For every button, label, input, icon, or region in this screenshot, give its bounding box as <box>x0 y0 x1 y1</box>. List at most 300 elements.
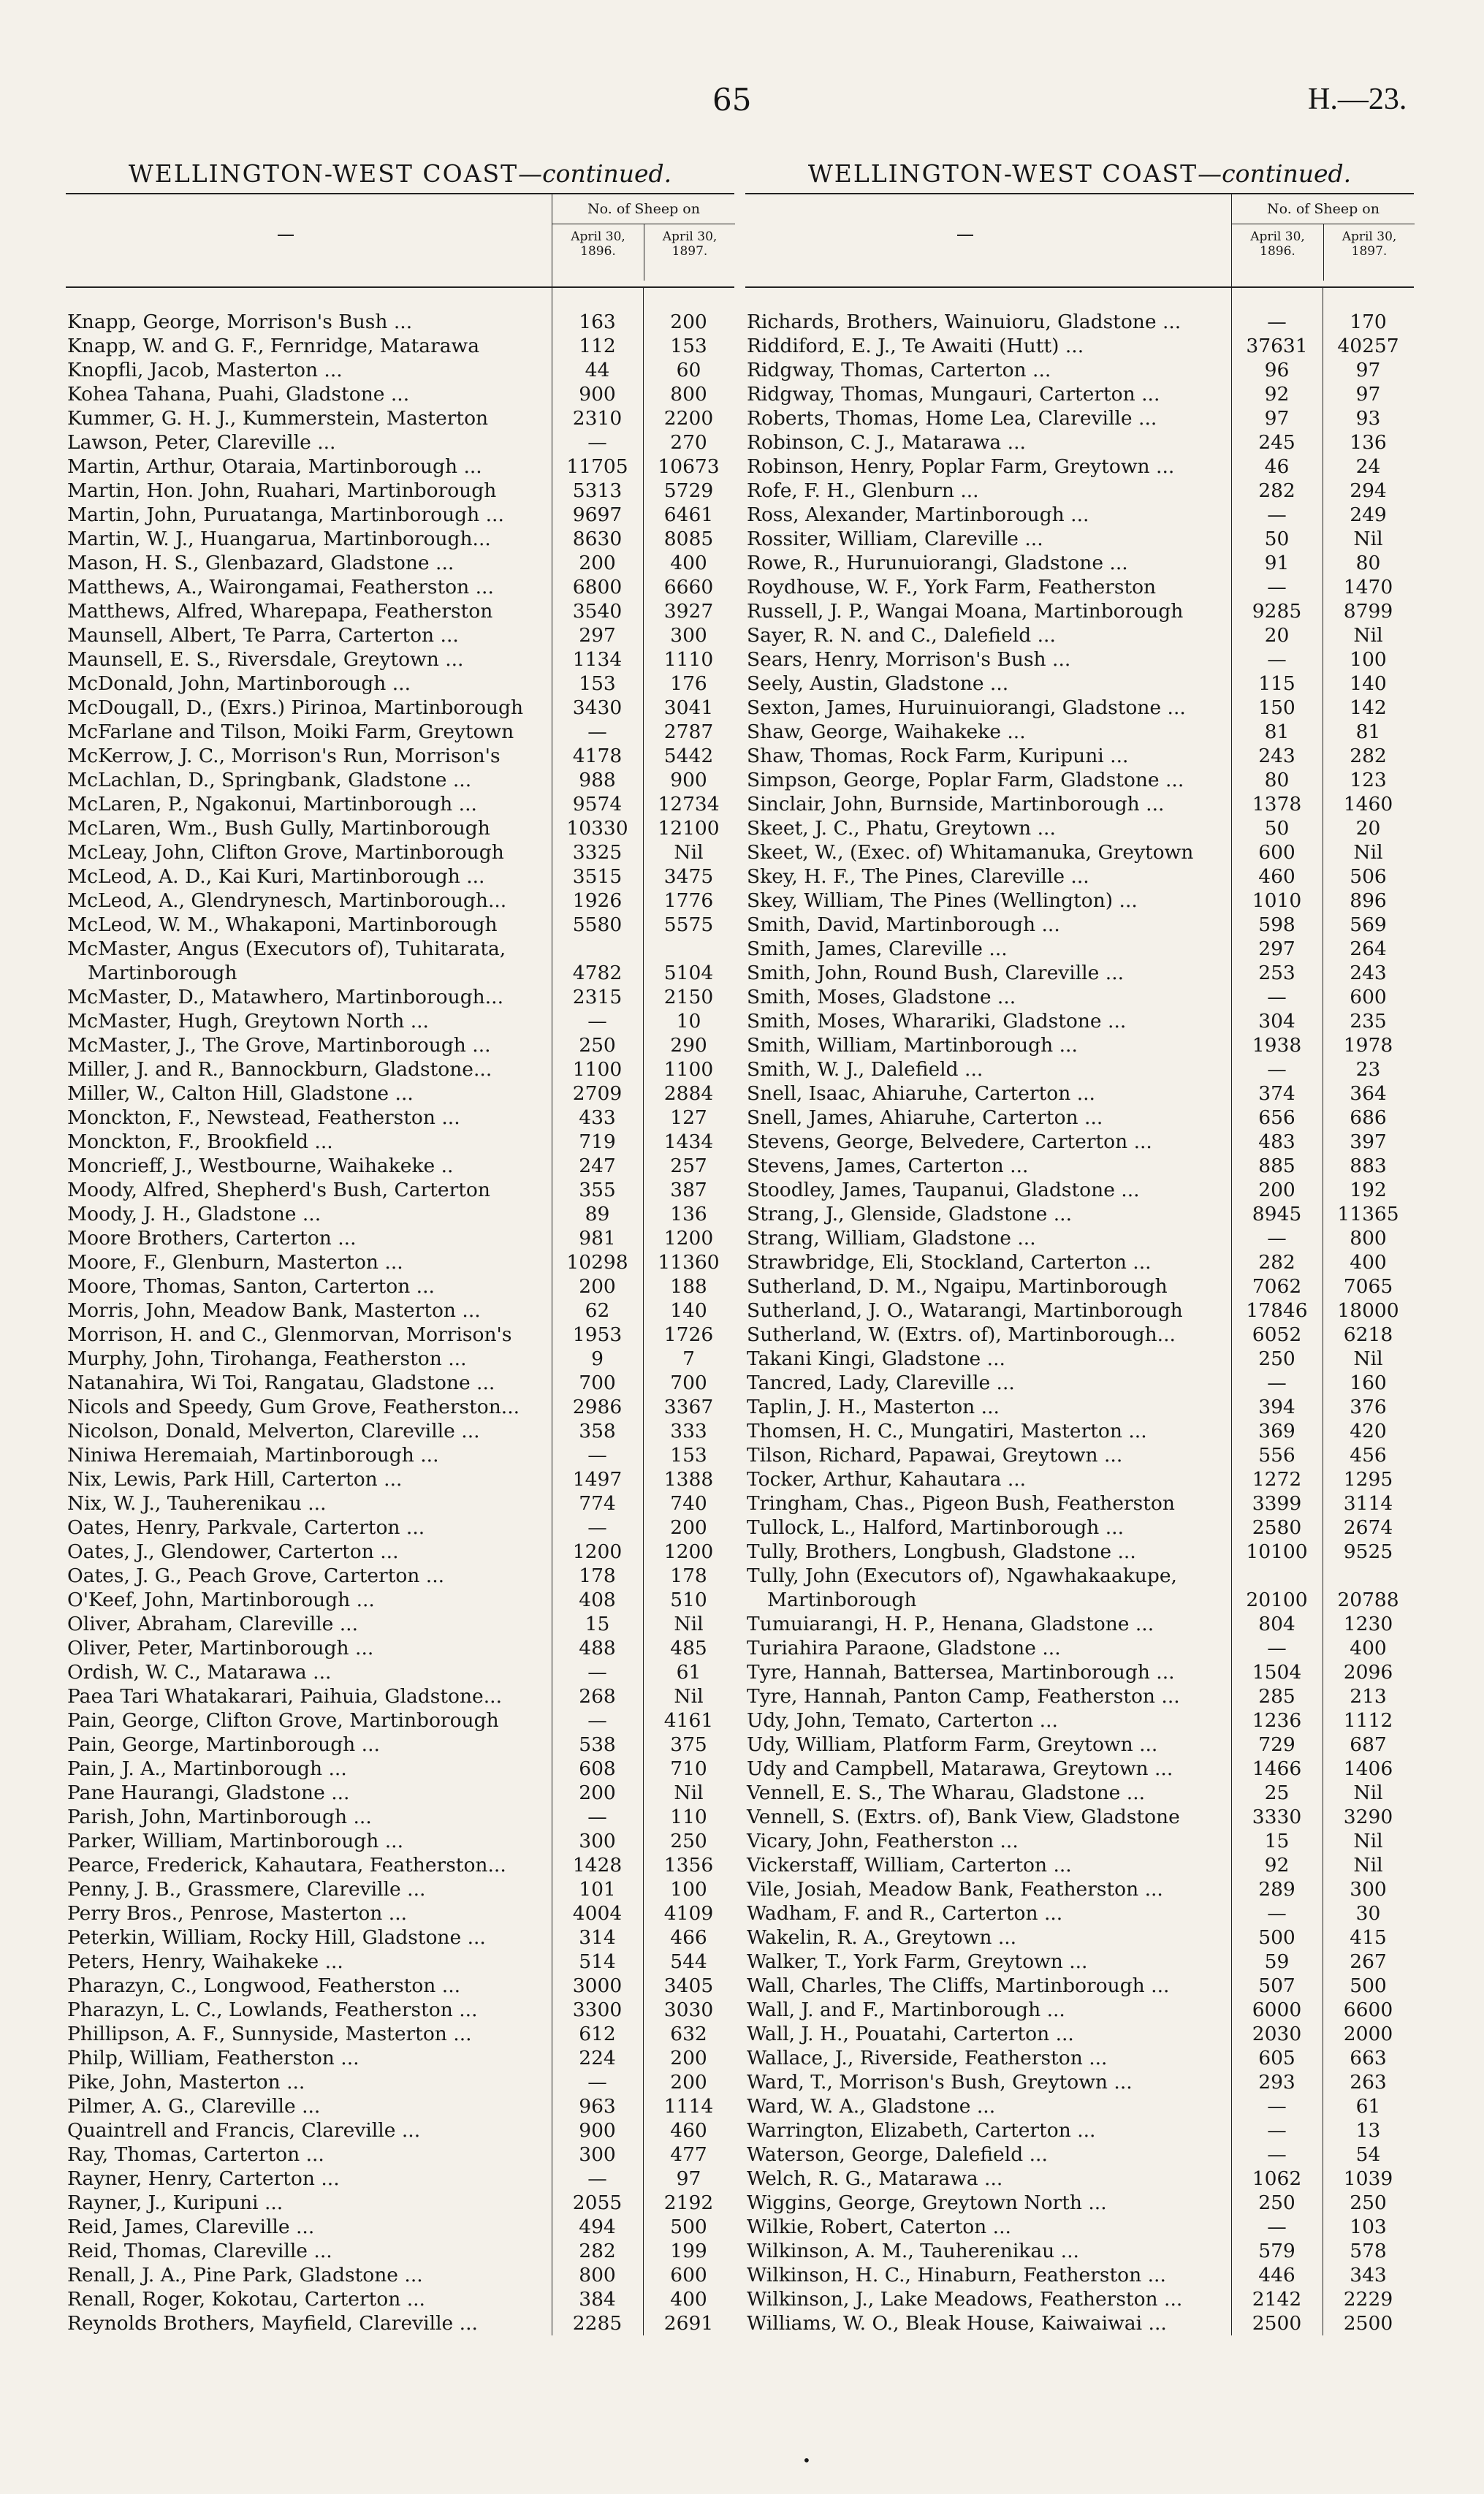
sheep-1896-cell: 2310 <box>572 407 623 430</box>
owner-name-text: Kummer, G. H. J., Kummerstein, Masterton <box>67 407 489 430</box>
owner-name-text: Nicols and Speedy, Gum Grove, Featherston... <box>67 1396 520 1418</box>
sheep-1897-cell: 300 <box>670 624 707 647</box>
table-row <box>66 1998 734 2022</box>
owner-name-text: Pain, George, Clifton Grove, Martinborough <box>67 1709 499 1732</box>
sheep-1896-cell: 1504 <box>1252 1661 1302 1684</box>
owner-name <box>66 792 552 816</box>
sheep-1897-cell: 2500 <box>1343 2312 1393 2335</box>
owner-name <box>745 961 1231 985</box>
sheep-1897-cell: 2691 <box>663 2312 714 2335</box>
owner-name-text: Martin, W. J., Huangarua, Martinborough... <box>67 528 491 550</box>
owner-name-text: Quaintrell and Francis, Clareville ... <box>67 2119 421 2142</box>
owner-name-text: McDonald, John, Martinborough ... <box>67 672 411 695</box>
table-row <box>745 2094 1414 2118</box>
owner-name-text: Riddiford, E. J., Te Awaiti (Hutt) ... <box>747 335 1084 357</box>
sheep-1896-cell: 282 <box>579 2240 616 2262</box>
table-row <box>66 2118 734 2143</box>
sheep-1897-cell: 1039 <box>1343 2167 1393 2190</box>
owner-name <box>66 889 552 913</box>
sheep-1896-cell: 600 <box>1258 841 1295 864</box>
sheep-1896-cell: 8945 <box>1252 1203 1302 1225</box>
owner-name <box>745 2143 1231 2167</box>
owner-name-text: Tyre, Hannah, Battersea, Martinborough ... <box>747 1661 1175 1684</box>
owner-name-text: Martin, Hon. John, Ruahari, Martinborough <box>67 479 497 502</box>
owner-name-text: Sears, Henry, Morrison's Bush ... <box>747 648 1071 671</box>
sheep-1897-cell: 188 <box>670 1275 707 1298</box>
owner-name-text: Shaw, George, Waihakeke ... <box>747 721 1026 743</box>
owner-name <box>66 2046 552 2070</box>
owner-name-text: Snell, James, Ahiaruhe, Carterton ... <box>747 1106 1103 1129</box>
owner-name-text: Shaw, Thomas, Rock Farm, Kuripuni ... <box>747 745 1129 767</box>
owner-name <box>66 1636 552 1660</box>
sheep-1897-cell: 20788 <box>1337 1589 1399 1611</box>
owner-name-text: Tullock, L., Halford, Martinborough ... <box>747 1516 1125 1539</box>
sheep-1896-cell: 3330 <box>1252 1806 1302 1828</box>
owner-name-text: Wall, J. H., Pouatahi, Carterton ... <box>747 2023 1074 2045</box>
table-row <box>66 1491 734 1516</box>
owner-name <box>66 2215 552 2239</box>
owner-name <box>745 1202 1231 1226</box>
owner-name <box>66 1395 552 1419</box>
owner-name-text: Maunsell, E. S., Riversdale, Greytown ... <box>67 648 464 671</box>
owner-name <box>66 1564 552 1588</box>
owner-name <box>745 527 1231 551</box>
table-row <box>745 1733 1414 1757</box>
table-row <box>745 1974 1414 1998</box>
sheep-1896-cell: 200 <box>579 552 616 574</box>
table-row <box>745 1853 1414 1877</box>
sheep-1897-cell: 140 <box>1350 672 1387 695</box>
table-row <box>745 1347 1414 1371</box>
sheep-1897-cell: 6218 <box>1343 1323 1393 1346</box>
owner-name-text: Morrison, H. and C., Glenmorvan, Morrison's <box>67 1323 512 1346</box>
table-row <box>745 1274 1414 1299</box>
table-row <box>745 623 1414 647</box>
sheep-1896-cell: 25 <box>1264 1782 1290 1804</box>
sheep-1897-cell: 243 <box>1350 962 1387 984</box>
sheep-1896-cell: — <box>1267 1372 1287 1394</box>
table-row <box>745 1950 1414 1974</box>
sheep-1896-cell: 483 <box>1258 1130 1295 1153</box>
sheep-1897-cell: 2200 <box>663 407 714 430</box>
owner-name <box>66 2167 552 2191</box>
sheep-1897-cell: 270 <box>670 431 707 454</box>
owner-name-text: Smith, William, Martinborough ... <box>747 1034 1078 1057</box>
owner-name-text: Maunsell, Albert, Te Parra, Carterton ... <box>67 624 459 647</box>
sheep-1897-cell: 136 <box>1350 431 1387 454</box>
sheep-1896-cell: — <box>1267 2119 1287 2142</box>
sheep-1897-cell: 460 <box>670 2119 707 2142</box>
sheep-1896-cell: 981 <box>579 1227 616 1250</box>
sheep-1897-cell: 800 <box>1350 1227 1387 1250</box>
owner-name <box>66 1009 552 1033</box>
owner-name-text: Niniwa Heremaiah, Martinborough ... <box>67 1444 439 1467</box>
sheep-1896-cell: — <box>1267 1058 1287 1081</box>
sheep-1897-cell: 600 <box>1350 986 1387 1008</box>
sheep-1896-cell: 729 <box>1258 1733 1295 1756</box>
sheep-1896-cell: 719 <box>579 1130 616 1153</box>
sheep-1897-cell: 3927 <box>663 600 714 623</box>
owner-name <box>66 1081 552 1106</box>
sheep-1897-cell: 97 <box>676 2167 701 2190</box>
owner-name-text: Robinson, Henry, Poplar Farm, Greytown ... <box>747 455 1175 478</box>
sheep-1897-cell: 2096 <box>1343 1661 1393 1684</box>
sheep-1897-cell: 663 <box>1350 2047 1387 2069</box>
owner-name <box>66 1226 552 1250</box>
owner-name-text: Pike, John, Masterton ... <box>67 2071 305 2094</box>
owner-name <box>66 864 552 889</box>
owner-name-text: Moody, J. H., Gladstone ... <box>67 1203 321 1225</box>
owner-name <box>745 720 1231 744</box>
owner-name <box>745 937 1231 961</box>
owner-name <box>745 1130 1231 1154</box>
owner-name <box>745 1998 1231 2022</box>
table-row <box>66 1805 734 1829</box>
owner-name <box>745 1443 1231 1467</box>
owner-name-text: Smith, John, Round Bush, Clareville ... <box>747 962 1125 984</box>
owner-name-text: Udy and Campbell, Matarawa, Greytown ... <box>747 1757 1173 1780</box>
owner-name-text: Ray, Thomas, Carterton ... <box>67 2143 324 2166</box>
sheep-1897-cell: 415 <box>1350 1926 1387 1949</box>
owner-name-text: McLeod, A., Glendrynesch, Martinborough... <box>67 889 507 912</box>
sheep-1897-cell: 387 <box>670 1179 707 1201</box>
sheep-1897-cell: 4109 <box>663 1902 714 1925</box>
sheep-1897-cell: Nil <box>674 1613 704 1635</box>
owner-name <box>66 1612 552 1636</box>
table-row <box>745 2022 1414 2046</box>
owner-name <box>745 1901 1231 1925</box>
owner-name <box>66 623 552 647</box>
sheep-1897-cell: 100 <box>670 1878 707 1901</box>
owner-name <box>745 1853 1231 1877</box>
sheep-1896-cell: 2055 <box>572 2191 623 2214</box>
table-row <box>745 2143 1414 2167</box>
table-row <box>66 1347 734 1371</box>
sheep-1897-cell: 40257 <box>1337 335 1399 357</box>
owner-name-text: Miller, J. and R., Bannockburn, Gladstone... <box>67 1058 492 1081</box>
owner-name-text: Rofe, F. H., Glenburn ... <box>747 479 979 502</box>
table-row <box>66 889 734 913</box>
owner-name <box>745 1829 1231 1853</box>
owner-name-text: Moore, F., Glenburn, Masterton ... <box>67 1251 403 1274</box>
table-row <box>745 1877 1414 1901</box>
owner-name <box>66 2239 552 2263</box>
owner-name <box>745 1925 1231 1950</box>
owner-name-text: Robinson, C. J., Matarawa ... <box>747 431 1026 454</box>
owner-name <box>66 358 552 382</box>
owner-name-text: Ridgway, Thomas, Mungauri, Carterton ... <box>747 383 1160 406</box>
sheep-1896-cell: 1100 <box>572 1058 623 1081</box>
sheep-1896-cell: 3300 <box>572 1999 623 2021</box>
table-row <box>66 1106 734 1130</box>
sheep-1896-cell: 1236 <box>1252 1709 1302 1732</box>
sheep-1896-cell: 1272 <box>1252 1468 1302 1491</box>
sheep-1897-cell: 1388 <box>663 1468 714 1491</box>
sheep-1897-cell: 200 <box>670 311 707 333</box>
owner-name-text: McFarlane and Tilson, Moiki Farm, Greytown <box>67 721 514 743</box>
owner-name <box>745 1154 1231 1178</box>
owner-name-text: Warrington, Elizabeth, Carterton ... <box>747 2119 1096 2142</box>
owner-name <box>66 1950 552 1974</box>
sheep-1896-cell: 10330 <box>566 817 628 840</box>
sheep-1896-cell: 598 <box>1258 913 1295 936</box>
sheep-1896-cell: 115 <box>1258 672 1295 695</box>
owner-name-text: Simpson, George, Poplar Farm, Gladstone ... <box>747 769 1184 791</box>
sheep-1897-cell: 3041 <box>663 696 714 719</box>
sheep-1896-cell: 37631 <box>1246 335 1308 357</box>
sheep-1897-cell: 7065 <box>1343 1275 1393 1298</box>
column-title: WELLINGTON-WEST COAST—continued. <box>807 159 1352 188</box>
sheep-1896-cell: 9574 <box>572 793 623 816</box>
owner-name-text: Parish, John, Martinborough ... <box>67 1806 372 1828</box>
owner-name <box>745 503 1231 527</box>
sheep-1897-cell: 710 <box>670 1757 707 1780</box>
sheep-1897-cell: 364 <box>1350 1082 1387 1105</box>
sheep-1896-cell: — <box>1267 311 1287 333</box>
sheep-1897-cell: 140 <box>670 1299 707 1322</box>
owner-name <box>66 2094 552 2118</box>
sheep-1897-cell: 24 <box>1355 455 1381 478</box>
table-row <box>745 2070 1414 2094</box>
sheep-1896-cell: 6000 <box>1252 1999 1302 2021</box>
sheep-1896-cell: 433 <box>579 1106 616 1129</box>
table-row <box>745 1154 1414 1178</box>
owner-name <box>66 527 552 551</box>
sheep-1896-cell: 7062 <box>1252 1275 1302 1298</box>
sheep-1896-cell: — <box>587 2071 607 2094</box>
sheep-1897-cell: 9525 <box>1343 1540 1393 1563</box>
owner-name <box>745 1708 1231 1733</box>
table-row <box>66 1925 734 1950</box>
sheep-1897-cell: 376 <box>1350 1396 1387 1418</box>
owner-name-text: O'Keef, John, Martinborough ... <box>67 1589 375 1611</box>
sheep-1896-cell: 89 <box>585 1203 610 1225</box>
sheep-1897-cell: Nil <box>674 1782 704 1804</box>
owner-name-text: Sutherland, W. (Extrs. of), Martinborough... <box>747 1323 1176 1346</box>
col-1897-label: April 30, 1897. <box>644 224 735 281</box>
sheep-1897-cell: 466 <box>670 1926 707 1949</box>
owner-name-text: Snell, Isaac, Ahiaruhe, Carterton ... <box>747 1082 1095 1105</box>
sheep-1896-cell: 394 <box>1258 1396 1295 1418</box>
sheep-1896-cell: 374 <box>1258 1082 1295 1105</box>
sheep-1896-cell: 46 <box>1264 455 1290 478</box>
owner-name <box>66 1299 552 1323</box>
sheep-1897-cell: 97 <box>1355 383 1381 406</box>
table-row <box>66 575 734 599</box>
owner-name-text: McDougall, D., (Exrs.) Pirinoa, Martinborough <box>67 696 524 719</box>
sheep-1897-cell: 93 <box>1355 407 1381 430</box>
owner-name-text: Ordish, W. C., Matarawa ... <box>67 1661 332 1684</box>
sheep-1896-cell: 1134 <box>572 648 623 671</box>
owner-name <box>745 479 1231 503</box>
owner-name-text: McKerrow, J. C., Morrison's Run, Morrison's <box>67 745 501 767</box>
table-header <box>66 194 734 288</box>
owner-name <box>745 575 1231 599</box>
owner-name-text: Skeet, J. C., Phatu, Greytown ... <box>747 817 1056 840</box>
owner-name <box>66 1708 552 1733</box>
sheep-1896-cell: 9697 <box>572 503 623 526</box>
sheep-1896-cell: — <box>587 1661 607 1684</box>
owner-name-text: Takani Kingi, Gladstone ... <box>747 1347 1005 1370</box>
owner-name <box>66 1829 552 1853</box>
owner-name-text: Roberts, Thomas, Home Lea, Clareville ... <box>747 407 1157 430</box>
sheep-1896-cell: 92 <box>1264 1854 1290 1877</box>
sheep-1896-cell: 6800 <box>572 576 623 598</box>
table-row <box>745 2239 1414 2263</box>
owner-name <box>66 1733 552 1757</box>
table-row <box>745 479 1414 503</box>
owner-name <box>745 1805 1231 1829</box>
sheep-1897-cell: 249 <box>1350 503 1387 526</box>
owner-name-text: Vile, Josiah, Meadow Bank, Featherston ... <box>747 1878 1163 1901</box>
sheep-1897-cell: 400 <box>1350 1637 1387 1660</box>
owner-name <box>66 1588 552 1612</box>
owner-name-text: Stevens, George, Belvedere, Carterton ... <box>747 1130 1152 1153</box>
sheep-1896-cell: — <box>1267 2095 1287 2118</box>
sheep-1897-cell: 294 <box>1350 479 1387 502</box>
table-row <box>745 672 1414 696</box>
sheep-1896-cell: — <box>1267 1227 1287 1250</box>
sheep-1897-cell: 740 <box>670 1492 707 1515</box>
owner-name <box>66 1274 552 1299</box>
owner-name <box>745 672 1231 696</box>
owner-name-text: Sutherland, D. M., Ngaipu, Martinborough <box>747 1275 1168 1298</box>
owner-name-text: Moore, Thomas, Santon, Carterton ... <box>67 1275 435 1298</box>
owner-name <box>66 1805 552 1829</box>
owner-name-text: Nix, Lewis, Park Hill, Carterton ... <box>67 1468 403 1491</box>
right-column <box>745 155 1414 2335</box>
col-1896-label: April 30, 1896. <box>571 229 625 259</box>
table-row <box>66 1950 734 1974</box>
table-row <box>745 1323 1414 1347</box>
owner-name <box>745 334 1231 358</box>
sheep-1896-cell: 62 <box>585 1299 610 1322</box>
owner-name <box>745 1419 1231 1443</box>
table-row <box>745 696 1414 720</box>
sheep-1896-cell: 774 <box>579 1492 616 1515</box>
sheep-1896-cell: 2315 <box>572 986 623 1008</box>
group-heading: No. of Sheep on <box>1232 194 1415 224</box>
sheep-1896-cell: 3399 <box>1252 1492 1302 1515</box>
owner-name <box>745 1974 1231 1998</box>
sheep-1896-cell: — <box>1267 2216 1287 2238</box>
sheep-1897-cell: 3405 <box>663 1974 714 1997</box>
sheep-1897-cell: 343 <box>1350 2264 1387 2286</box>
table-row <box>66 527 734 551</box>
table-row <box>66 2215 734 2239</box>
owner-name <box>66 816 552 840</box>
sheep-1897-cell: 60 <box>676 359 701 381</box>
sheep-1896-cell: 178 <box>579 1565 616 1587</box>
owner-name <box>745 2311 1231 2335</box>
sheep-1897-cell: 127 <box>670 1106 707 1129</box>
table-row <box>66 744 734 768</box>
owner-name-text: Taplin, J. H., Masterton ... <box>747 1396 1000 1418</box>
table-row <box>745 310 1414 334</box>
owner-name-text: Tully, John (Executors of), Ngawhakaakupe, <box>747 1565 1177 1587</box>
sheep-count-header <box>552 194 735 286</box>
table-row <box>745 1829 1414 1853</box>
table-row <box>745 1250 1414 1274</box>
owner-name <box>745 1081 1231 1106</box>
table-row <box>745 455 1414 479</box>
owner-name <box>745 1057 1231 1081</box>
owner-name-text: Pilmer, A. G., Clareville ... <box>67 2095 321 2118</box>
table-row <box>66 1853 734 1877</box>
table-row <box>745 1443 1414 1467</box>
owner-name-text: Vennell, S. (Extrs. of), Bank View, Gladstone <box>747 1806 1180 1828</box>
sheep-1897-cell: 2150 <box>663 986 714 1008</box>
owner-name <box>66 1419 552 1443</box>
owner-name <box>66 2191 552 2215</box>
owner-name <box>66 647 552 672</box>
sheep-1897-cell: 687 <box>1350 1733 1387 1756</box>
sheep-1897-cell: 160 <box>1350 1372 1387 1394</box>
owner-name <box>66 2311 552 2335</box>
sheep-1897-cell: 10673 <box>658 455 720 478</box>
owner-name <box>745 889 1231 913</box>
owner-name <box>66 479 552 503</box>
sheep-1896-cell: 300 <box>579 1830 616 1852</box>
owner-name-text: Knopfli, Jacob, Masterton ... <box>67 359 343 381</box>
owner-name-text: Udy, John, Temato, Carterton ... <box>747 1709 1058 1732</box>
sheep-1897-cell: 4161 <box>663 1709 714 1732</box>
owner-name-text: Oates, J., Glendower, Carterton ... <box>67 1540 399 1563</box>
owner-name <box>66 2022 552 2046</box>
sheep-1896-cell: 488 <box>579 1637 616 1660</box>
owner-name <box>66 1540 552 1564</box>
owner-name <box>745 1347 1231 1371</box>
owner-name-text: Perry Bros., Penrose, Masterton ... <box>67 1902 408 1925</box>
owner-name-text: Pane Haurangi, Gladstone ... <box>67 1782 350 1804</box>
sheep-1896-cell: — <box>1267 1902 1287 1925</box>
sheep-1897-cell: 1114 <box>663 2095 714 2118</box>
sheep-1897-cell: 420 <box>1350 1420 1387 1442</box>
table-row <box>66 1781 734 1805</box>
table-row <box>745 1371 1414 1395</box>
owner-name <box>66 1106 552 1130</box>
sheep-1897-cell: 257 <box>670 1155 707 1177</box>
owner-name-text: Ross, Alexander, Martinborough ... <box>747 503 1089 526</box>
table-row <box>745 1057 1414 1081</box>
sheep-1897-cell: 97 <box>1355 359 1381 381</box>
sheep-1896-cell: 700 <box>579 1372 616 1394</box>
owner-name <box>66 2143 552 2167</box>
owner-name <box>66 310 552 334</box>
owner-name-text: McLeod, A. D., Kai Kuri, Martinborough ... <box>67 865 485 888</box>
sheep-1896-cell: 150 <box>1258 696 1295 719</box>
table-row <box>745 1202 1414 1226</box>
owner-name-text: Moody, Alfred, Shepherd's Bush, Carterton <box>67 1179 490 1201</box>
owner-name-text: Monckton, F., Newstead, Featherston ... <box>67 1106 460 1129</box>
table-row <box>66 1299 734 1323</box>
sheep-1897-cell: 1112 <box>1343 1709 1393 1732</box>
table-row <box>66 768 734 792</box>
table-row <box>745 1660 1414 1684</box>
sheep-1897-cell: 136 <box>670 1203 707 1225</box>
sheep-1896-cell: 3540 <box>572 600 623 623</box>
stub-heading-dash <box>957 235 973 236</box>
owner-name <box>745 768 1231 792</box>
sheep-1896-cell: 1953 <box>572 1323 623 1346</box>
owner-name <box>66 599 552 623</box>
owner-name <box>66 1467 552 1491</box>
table-row <box>745 551 1414 575</box>
owner-name <box>745 551 1231 575</box>
owner-name-text: Wall, Charles, The Cliffs, Martinborough ... <box>747 1974 1170 1997</box>
owner-name <box>745 2215 1231 2239</box>
owner-name-text: Waterson, George, Dalefield ... <box>747 2143 1048 2166</box>
